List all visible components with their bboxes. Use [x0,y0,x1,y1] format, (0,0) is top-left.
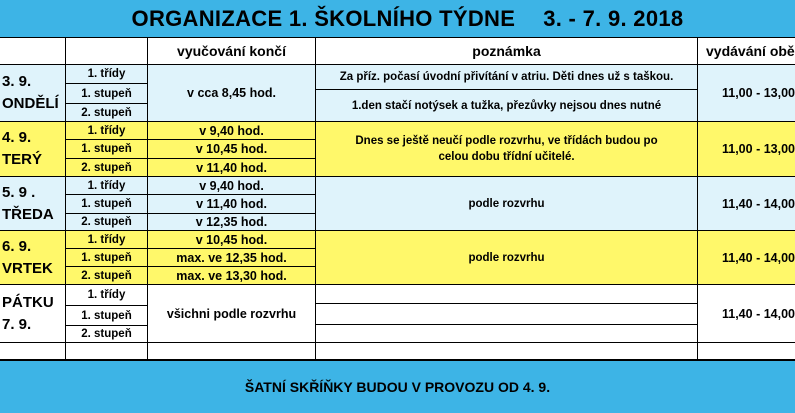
day-name: TERÝ [2,151,43,168]
note-text: Dnes se ještě neučí podle rozvrhu, ve třídách budou po celou dobu třídní učitelé. [316,122,698,177]
lunch-time: 11,40 - 14,00 [698,231,795,285]
title-dates: 3. - 7. 9. 2018 [543,5,684,31]
group-label: 2. stupeň [66,326,148,343]
lunch-time: 11,40 - 14,00 [698,177,795,231]
day-date: 3. 9. [2,73,32,90]
end-time: všichni podle rozvrhu [148,285,316,343]
day-date: 5. 9 . [2,183,36,201]
note-empty [316,325,698,343]
group-label: 2. stupeň [66,267,148,285]
group-label: 1. třídy [66,65,148,84]
note-text: podle rozvrhu [316,177,698,231]
group-label: 1. stupeň [66,249,148,267]
end-time: v 10,45 hod. [148,140,316,159]
header-note: poznámka [316,38,698,65]
header-group-cell [66,38,148,65]
group-label: 1. stupeň [66,140,148,159]
day-thursday [0,231,66,285]
footer-banner: ŠATNÍ SKŘÍŇKY BUDOU V PROVOZU OD 4. 9. [0,360,795,413]
end-time: v 9,40 hod. [148,177,316,195]
spacer-cell [316,343,698,360]
day-date: 4. 9. [2,129,32,146]
group-label: 1. třídy [66,285,148,306]
day-name: ONDĚLÍ [2,95,59,112]
spacer-cell [698,343,795,360]
title-main: ORGANIZACE 1. ŠKOLNÍHO TÝDNE [131,5,516,31]
end-time: v 11,40 hod. [148,159,316,177]
group-label: 1. třídy [66,177,148,195]
end-time: v 9,40 hod. [148,122,316,140]
group-label: 1. třídy [66,231,148,249]
spacer-cell [148,343,316,360]
spacer-cell [66,343,148,360]
lunch-time: 11,00 - 13,00 [698,65,795,122]
note-text: podle rozvrhu [316,231,698,285]
header-lunch: vydávání obě [698,38,795,65]
day-wednesday [0,177,66,231]
day-monday [0,65,66,122]
group-label: 1. stupeň [66,306,148,326]
day-name: VRTEK [2,259,53,277]
note-line: 1.den stačí notýsek a tužka, přezůvky nejsou dnes nutné [316,90,698,122]
day-date: 7. 9. [2,315,32,333]
note-empty [316,304,698,325]
group-label: 2. stupeň [66,159,148,177]
lunch-time: 11,00 - 13,00 [698,122,795,177]
group-label: 1. třídy [66,122,148,140]
end-time: v 12,35 hod. [148,214,316,231]
group-label: 2. stupeň [66,214,148,231]
end-time: v 10,45 hod. [148,231,316,249]
end-time: max. ve 12,35 hod. [148,249,316,267]
day-name: TŘEDA [2,205,54,223]
day-friday [0,285,66,343]
header-day-cell [0,38,66,65]
end-time: v 11,40 hod. [148,195,316,214]
group-label: 1. stupeň [66,195,148,214]
group-label: 1. stupeň [66,84,148,104]
note-line: Za příz. počasí úvodní přivítání v atriu. Děti dnes už s taškou. [316,65,698,90]
page-title [0,0,795,38]
lunch-time: 11,40 - 14,00 [698,285,795,343]
note-empty [316,285,698,304]
group-label: 2. stupeň [66,104,148,122]
end-time: max. ve 13,30 hod. [148,267,316,285]
spacer-cell [0,343,66,360]
end-time: v cca 8,45 hod. [148,65,316,122]
day-tuesday [0,122,66,177]
day-name: PÁTKU [2,293,54,311]
day-date: 6. 9. [2,237,32,255]
header-end-time: vyučování končí [148,38,316,65]
